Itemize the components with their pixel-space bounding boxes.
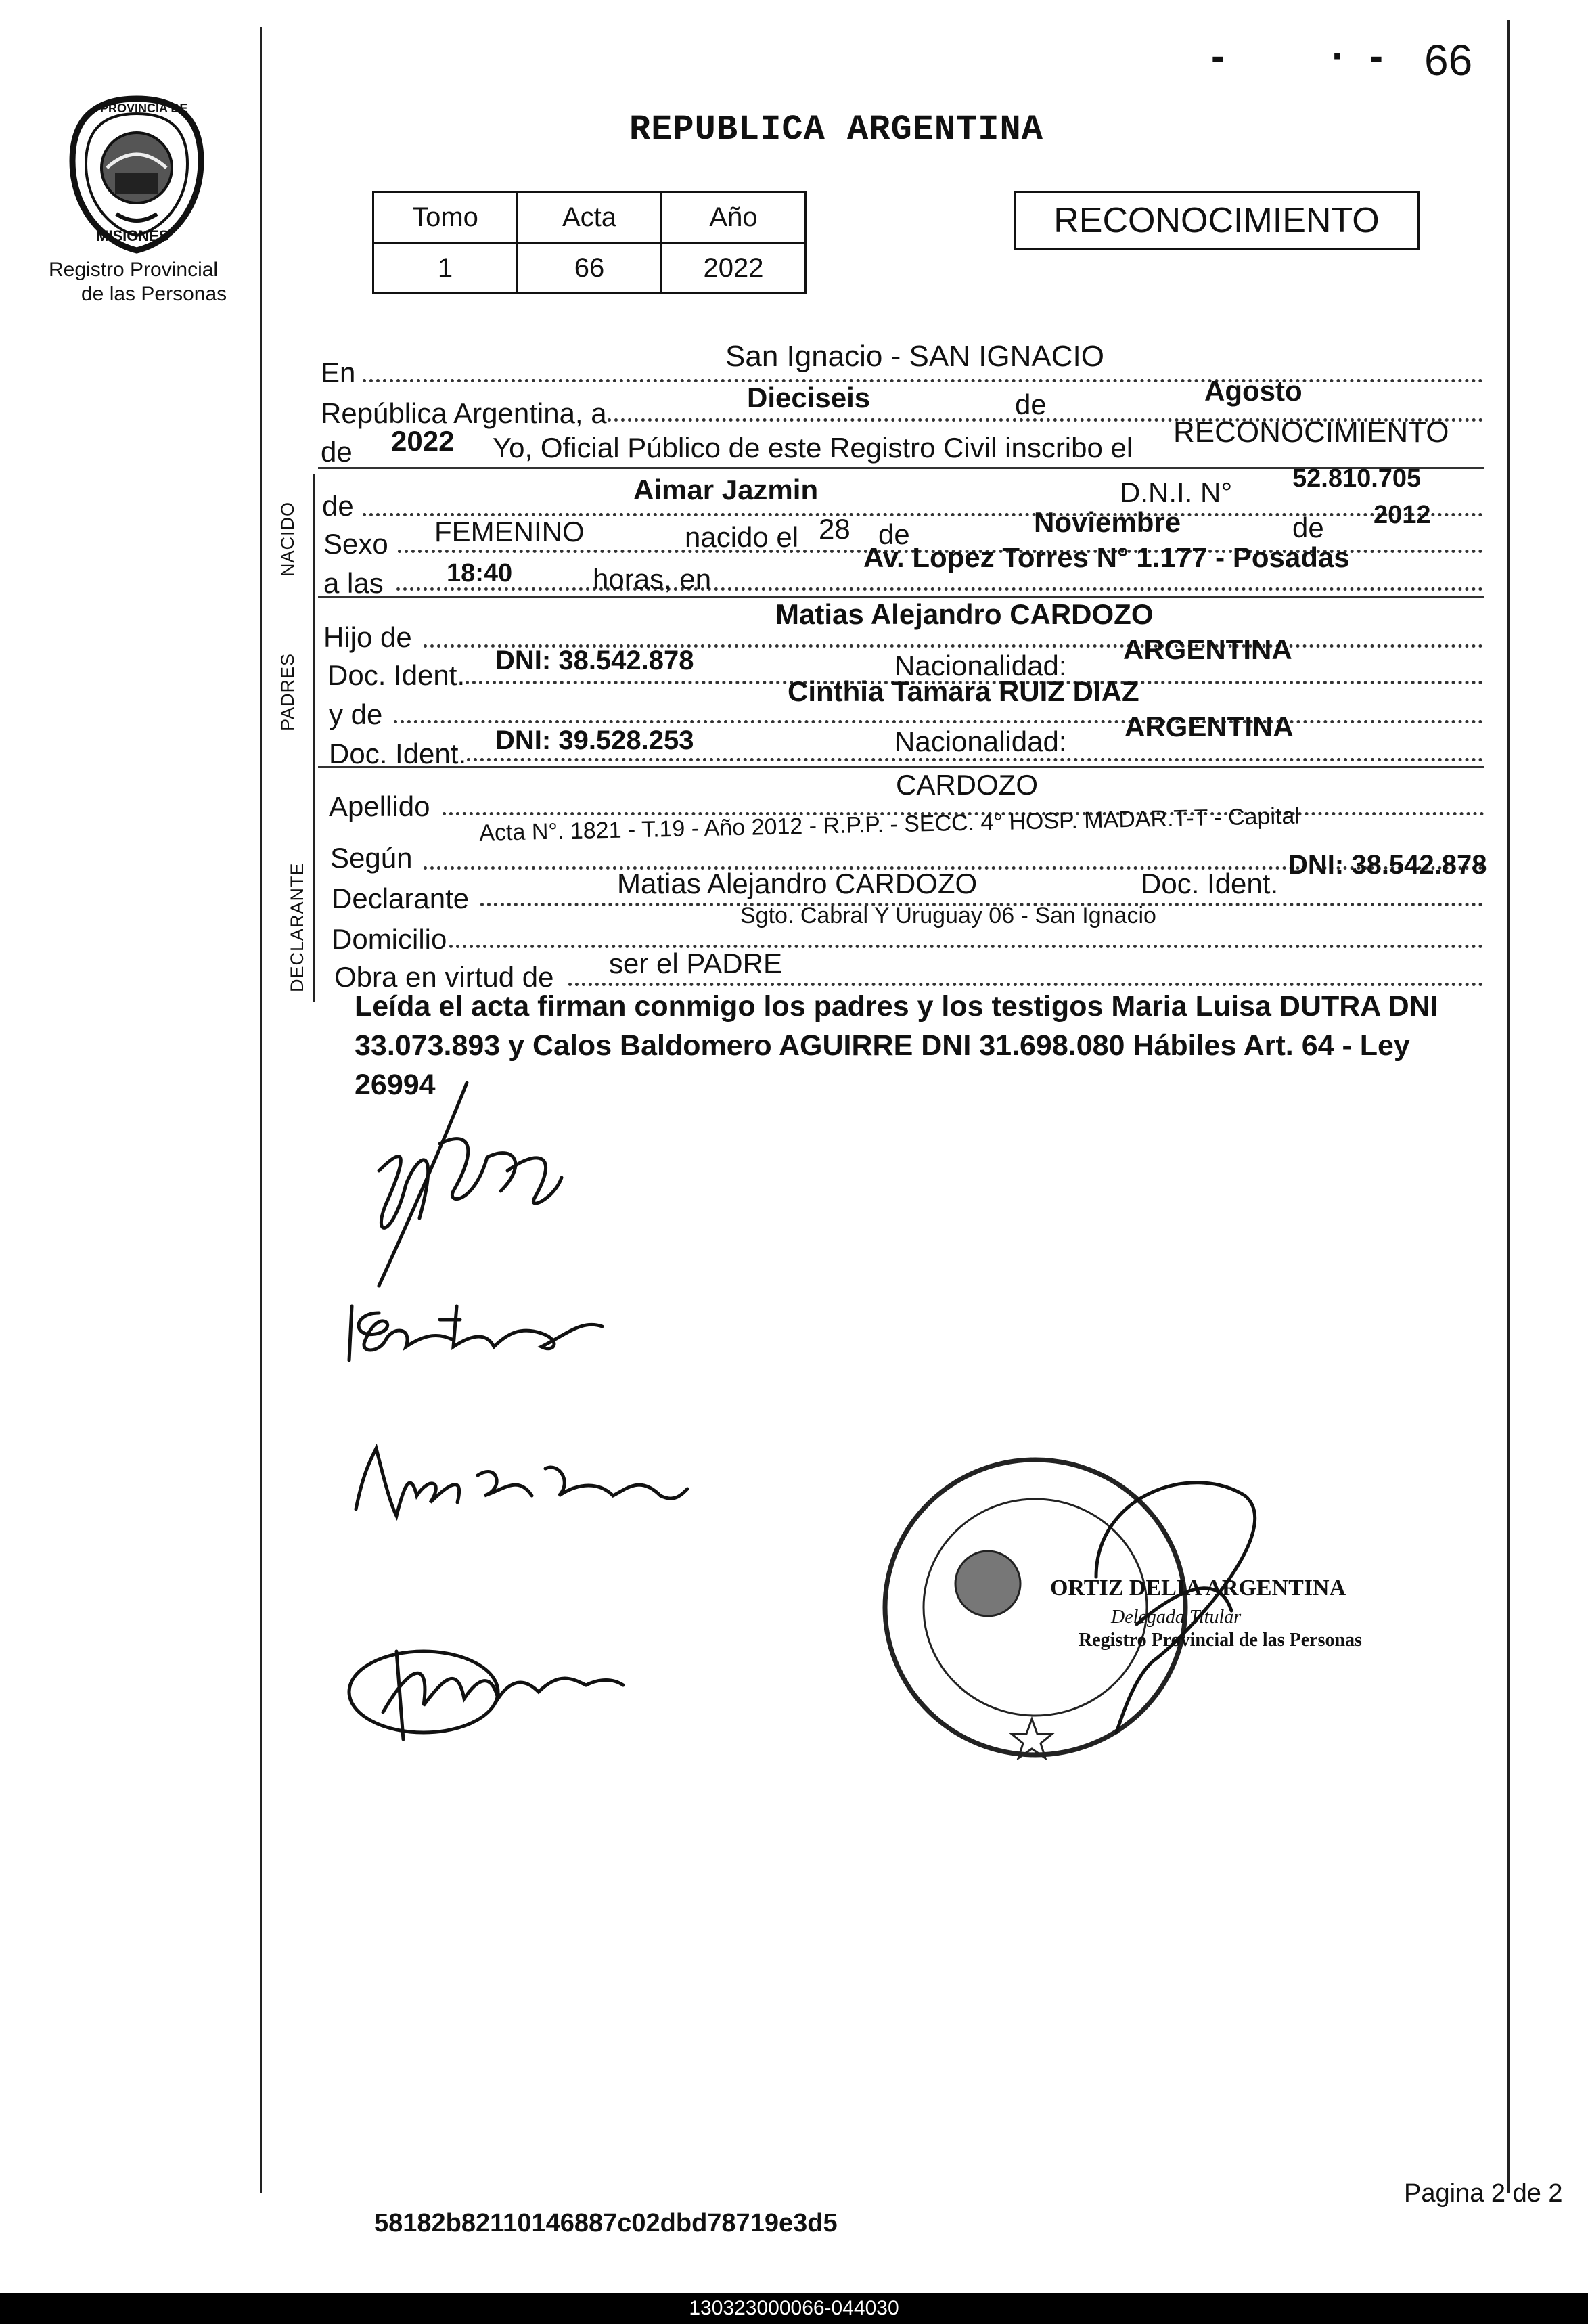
stamp-official-org: Registro Provincial de las Personas: [1079, 1630, 1362, 1651]
label-horas-en: horas, en: [593, 563, 712, 595]
value-decl-doc: DNI: 38.542.878: [1288, 850, 1487, 880]
act-table-value-anio: 2022: [662, 243, 806, 294]
signature-testigo-2: [342, 1624, 627, 1746]
label-republica: República Argentina, a: [321, 397, 607, 429]
barcode-strip: [0, 2293, 1588, 2324]
dotted-line: [396, 587, 1483, 591]
side-label-nacido: NACIDO: [277, 501, 298, 577]
seal-text-bottom: MISIONES: [96, 227, 169, 244]
signature-madre: [338, 1293, 609, 1367]
label-obra: Obra en virtud de: [334, 961, 554, 993]
act-table-header-acta: Acta: [518, 192, 662, 243]
label-y-de: y de: [329, 698, 383, 730]
value-padre: Matias Alejandro CARDOZO: [775, 598, 1154, 630]
label-de4: de: [878, 518, 910, 550]
label-sexo: Sexo: [323, 528, 388, 560]
value-madre-doc: DNI: 39.528.253: [495, 725, 694, 755]
side-label-declarante: DECLARANTE: [287, 862, 307, 992]
value-en: San Ignacio - SAN IGNACIO: [725, 340, 1104, 373]
country-title: REPUBLICA ARGENTINA: [629, 110, 1043, 150]
left-margin-line: [260, 27, 262, 2193]
value-nac-anio: 2012: [1374, 501, 1431, 529]
value-dia: Dieciseis: [747, 382, 871, 414]
label-de3: de: [322, 490, 354, 522]
value-nac-dia: 28: [819, 513, 850, 545]
page-mark-dash: -: [1211, 33, 1225, 79]
page-mark-dash: -: [1369, 33, 1383, 79]
act-table-header-tomo: Tomo: [373, 192, 518, 243]
signature-padre: [338, 1069, 582, 1299]
act-table: [372, 191, 807, 294]
dotted-line: [467, 758, 1483, 761]
barcode-text: 130323000066-044030: [689, 2297, 899, 2319]
closing-statement: Leída el acta firman conmigo los padres y los testigos Maria Luisa DUTRA DNI 33.073.893 y Calos Baldomero AGUIRRE DNI 31.698.080 Hábiles Art. 64 - Ley 26994: [355, 990, 1438, 1101]
dotted-line: [363, 379, 1483, 382]
value-madre: Cinthia Tamara RUIZ DIAZ: [788, 675, 1139, 707]
value-apellido: CARDOZO: [896, 769, 1038, 801]
label-apellido: Apellido: [329, 790, 430, 822]
value-sexo: FEMENINO: [434, 516, 585, 548]
registry-name-line2: de las Personas: [81, 283, 227, 305]
page-mark-dash: ·: [1332, 33, 1345, 79]
act-table-value-tomo: 1: [373, 243, 518, 294]
dotted-line: [394, 720, 1483, 723]
label-nacido-el: nacido el: [685, 521, 799, 553]
label-decl-doc: Doc. Ident.: [1141, 868, 1279, 899]
registry-name-line1: Registro Provincial: [49, 259, 219, 281]
section-rule: [318, 766, 1484, 768]
label-de: de: [1015, 388, 1047, 420]
label-hijo-de: Hijo de: [323, 621, 412, 653]
dotted-line: [568, 983, 1483, 986]
signature-testigo-1: [342, 1435, 694, 1529]
seal-text-top: PROVINCIA DE: [100, 102, 188, 115]
page-indicator: Pagina 2 de 2: [1404, 2179, 1563, 2208]
side-section-line: [313, 474, 315, 1002]
label-nacionalidad-2: Nacionalidad:: [894, 725, 1067, 757]
label-en: En: [321, 357, 356, 388]
label-de2: de: [321, 436, 353, 468]
act-table-header-anio: Año: [662, 192, 806, 243]
right-margin-line: [1507, 20, 1510, 2193]
page-number: 66: [1424, 36, 1473, 85]
label-doc-ident-2: Doc. Ident.: [329, 738, 467, 769]
label-nacionalidad: Nacionalidad:: [894, 650, 1067, 681]
document-hash: 58182b82110146887c02dbd78719e3d5: [374, 2209, 838, 2237]
section-rule: [318, 596, 1484, 598]
value-declarante: Matias Alejandro CARDOZO: [617, 868, 978, 899]
value-domicilio: Sgto. Cabral Y Uruguay 06 - San Ignacio: [740, 903, 1156, 929]
label-dni: D.N.I. N°: [1120, 476, 1233, 508]
value-nombre: Aimar Jazmin: [633, 474, 819, 506]
value-padre-nac: ARGENTINA: [1123, 633, 1292, 665]
stamp-official-role: Delegada Titular: [1111, 1607, 1242, 1628]
act-type-box: RECONOCIMIENTO: [1014, 191, 1420, 250]
stamp-official-name: ORTIZ DELIA ARGENTINA: [1050, 1576, 1346, 1601]
label-declarante: Declarante: [332, 882, 470, 914]
value-lugar: Av. Lopez Torres N° 1.177 - Posadas: [863, 541, 1350, 573]
dotted-line: [449, 945, 1483, 948]
value-hora: 18:40: [447, 559, 513, 587]
value-padre-doc: DNI: 38.542.878: [495, 646, 694, 675]
value-mes: Agosto: [1204, 375, 1302, 407]
label-doc-ident: Doc. Ident.: [327, 659, 466, 691]
value-anio: 2022: [391, 425, 455, 457]
value-dni: 52.810.705: [1292, 464, 1422, 493]
label-yo: Yo, Oficial Público de este Registro Civil inscribo el: [493, 432, 1133, 464]
value-inscribo: RECONOCIMIENTO: [1173, 416, 1449, 449]
label-a-las: a las: [323, 567, 384, 599]
value-obra: ser el PADRE: [609, 947, 782, 979]
side-label-padres: PADRES: [277, 652, 298, 731]
label-domicilio: Domicilio: [332, 923, 447, 955]
value-nac-mes: Noviembre: [1034, 506, 1181, 538]
act-table-value-acta: 66: [518, 243, 662, 294]
label-de5: de: [1292, 512, 1324, 543]
value-madre-nac: ARGENTINA: [1125, 711, 1294, 742]
label-segun: Según: [330, 842, 413, 874]
value-segun: Acta N°. 1821 - T.19 - Año 2012 - R.P.P. - SECC. 4° HOSP. MADAR.T-T - Capital: [479, 803, 1300, 846]
